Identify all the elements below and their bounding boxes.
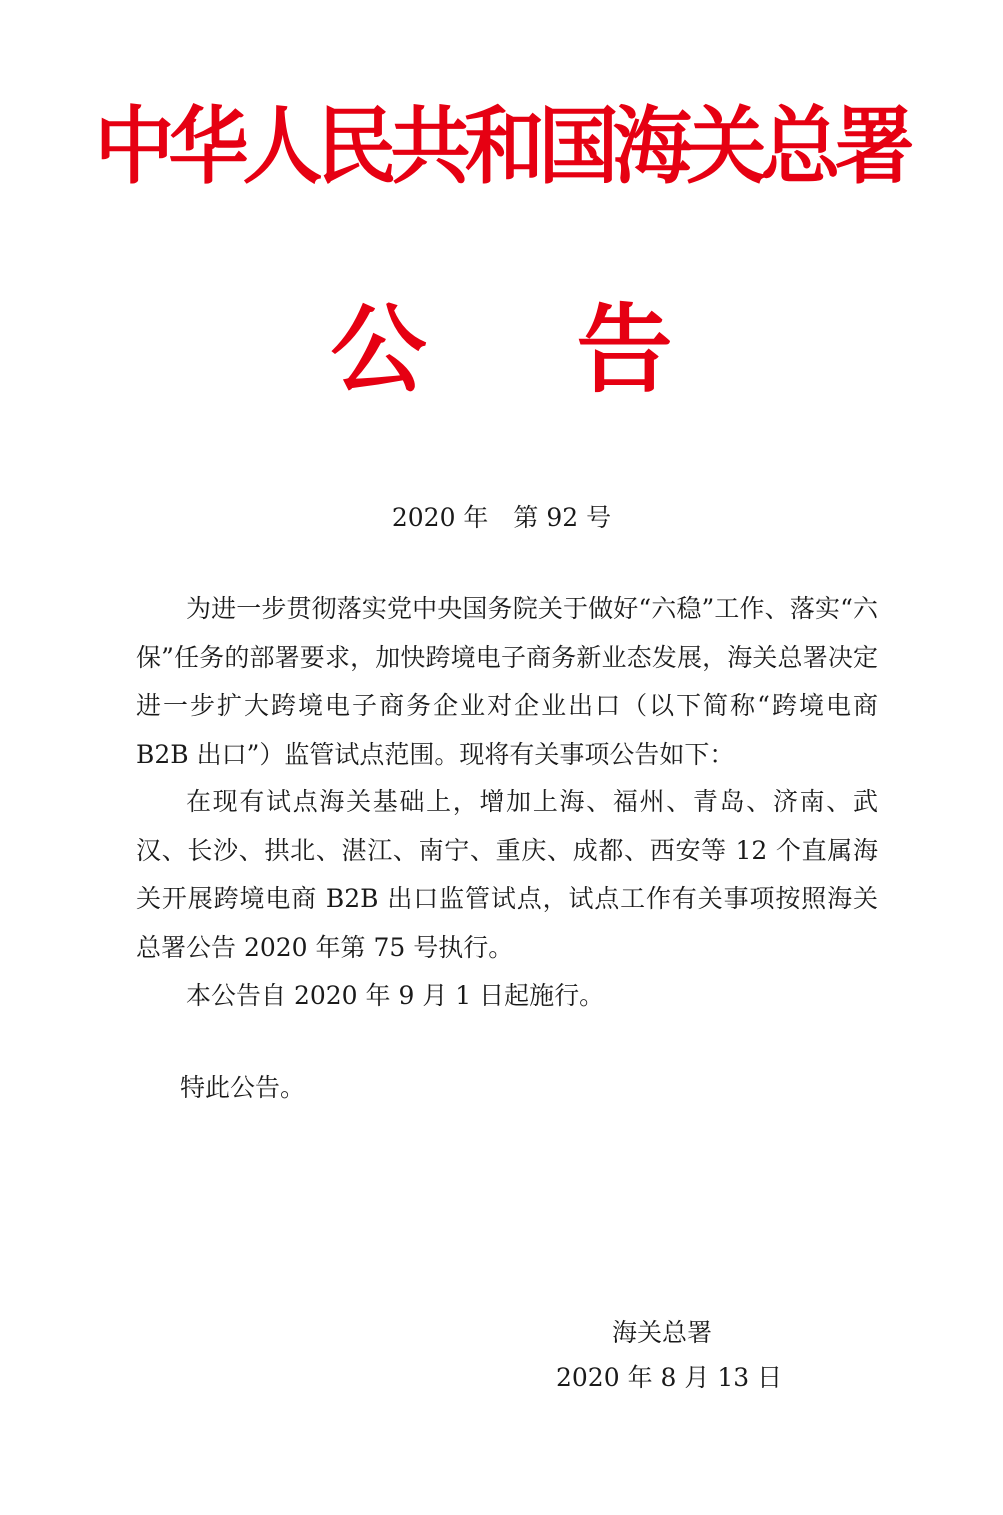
signature-organization: 海关总署 <box>612 1318 713 1347</box>
document-type-title: 公告 <box>330 294 823 406</box>
issuer-masthead: 中华人民共和国海关总署 <box>94 97 909 196</box>
signature-date: 2020 年 8 月 13 日 <box>556 1363 783 1392</box>
closing-statement: 特此公告。 <box>180 1073 306 1102</box>
body-paragraph-2: 在现有试点海关基础上，增加上海、福州、青岛、济南、武汉、长沙、拱北、湛江、南宁、重庆、成都、西安等 12 个直属海关开展跨境电商 B2B 出口监管试点，试点工作有关事项按照海关总署公告 2020 年第 75 号执行。 <box>136 787 878 962</box>
body-paragraph-1: 为进一步贯彻落实党中央国务院关于做好“六稳”工作、落实“六保”任务的部署要求，加快跨境电子商务新业态发展，海关总署决定进一步扩大跨境电子商务企业对企业出口（以下简称“跨境电商 B2B 出口”）监管试点范围。现将有关事项公告如下： <box>136 594 878 769</box>
document-number: 2020 年 第 92 号 <box>391 503 612 532</box>
body-paragraph-3: 本公告自 2020 年 9 月 1 日起施行。 <box>186 981 605 1010</box>
